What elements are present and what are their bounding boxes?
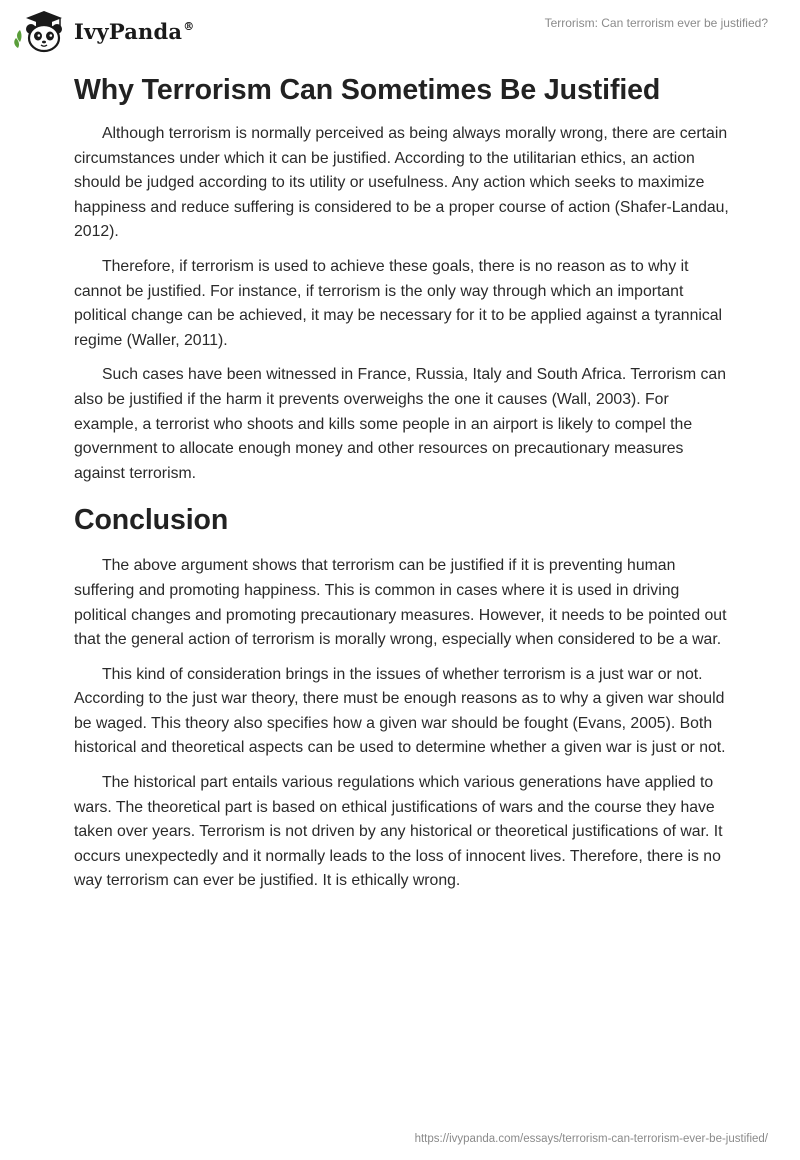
panda-graduate-icon	[14, 8, 68, 54]
source-url-link[interactable]: https://ivypanda.com/essays/terrorism-can-terrorism-ever-be-justified/	[414, 1133, 768, 1145]
paragraph: Therefore, if terrorism is used to achieve these goals, there is no reason as to why it cannot be justified. For instance, if terrorism is the only way through which an important political change can be achieved, it may be necessary for it to be applied against a tyrannical regime (Waller, 2011).	[74, 257, 723, 349]
paragraph: Although terrorism is normally perceived as being always morally wrong, there are certain circumstances under which it can be justified. According to the utilitarian ethics, an action should be judged according to its utility or usefulness. Any action which seeks to maximize happiness and reduce suffering is considered to be a proper course of action (Shafer-Landau, 2012).	[74, 125, 729, 241]
brand-logo[interactable]	[14, 8, 194, 54]
section-heading-justified: Why Terrorism Can Sometimes Be Justified	[74, 74, 661, 106]
paragraph: This kind of consideration brings in the issues of whether terrorism is a just war or not. According to the just war theory, there must be enough reasons as to why a given war should be waged. This theory also specifies how a given war should be fought (Evans, 2005). Both historical and theoretical aspects can be used to determine whether a given war is just or not.	[74, 665, 726, 757]
section-heading-conclusion: Conclusion	[74, 504, 229, 537]
paragraph: Such cases have been witnessed in France, Russia, Italy and South Africa. Terrorism can also be justified if the harm it prevents overweighs the one it causes (Wall, 2003). For example, a terrorist who shoots and kills some people in an airport is likely to compel the government to allocate enough money and other resources on precautionary measures against terrorism.	[74, 366, 726, 482]
paragraph: The historical part entails various regulations which various generations have applied to wars. The theoretical part is based on ethical justifications of wars and the course they have taken over years. Terrorism is not driven by any historical or theoretical justifications of war. It occurs unexpectedly and it normally leads to the loss of innocent lives. Therefore, there is no way terrorism can ever be justified. It is ethically wrong.	[74, 774, 723, 890]
brand-name: IvyPanda®	[74, 18, 195, 44]
essay-content	[74, 70, 734, 904]
paragraph: The above argument shows that terrorism can be justified if it is preventing human suffering and promoting happiness. This is common in cases where it is used in driving political changes and promoting precautionary measures. However, it needs to be pointed out that the general action of terrorism is morally wrong, especially when considered to be a war.	[74, 557, 727, 649]
document-title: Terrorism: Can terrorism ever be justified?	[544, 16, 768, 30]
page-header	[0, 0, 800, 60]
